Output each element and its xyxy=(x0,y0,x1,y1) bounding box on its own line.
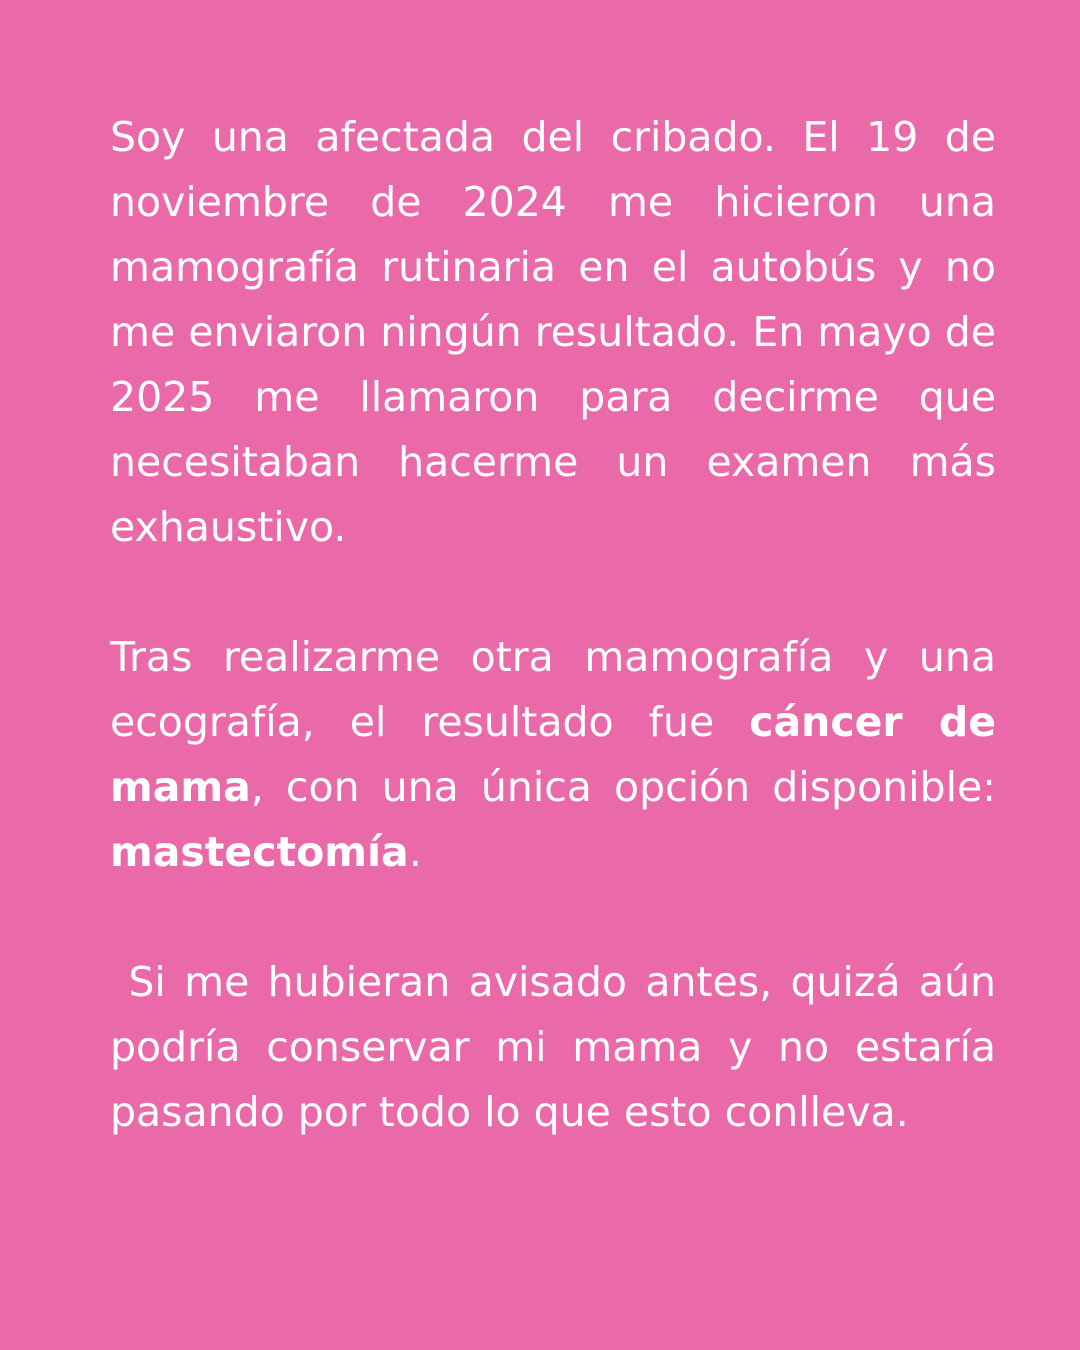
paragraph-reflection xyxy=(110,950,996,1145)
diagnosis-text-3: . xyxy=(408,828,422,876)
reflection-lead-space xyxy=(110,958,128,1006)
paragraph-screening-text: Soy una afectada del cribado. El 19 de noviembre de 2024 me hicieron una mamografía rutinaria en el autobús y no me enviaron ningún resultado. En mayo de 2025 me llamaron para decirme que necesitaban hacerme un examen más exhaustivo. xyxy=(110,113,996,551)
paragraph-spacer xyxy=(110,885,996,950)
reflection-text: Si me hubieran avisado antes, quizá aún podría conservar mi mama y no estaría pasando por todo lo que esto conlleva. xyxy=(110,958,996,1136)
story-text xyxy=(110,105,996,1145)
paragraph-diagnosis xyxy=(110,625,996,885)
diagnosis-highlight-mastectomy: mastectomía xyxy=(110,828,409,876)
paragraph-screening xyxy=(110,105,996,560)
diagnosis-text-2: , con una única opción disponible: xyxy=(250,763,996,811)
diagnosis-text-1: Tras realizarme otra mamografía y una ecografía, el resultado fue xyxy=(110,633,996,746)
paragraph-spacer xyxy=(110,560,996,625)
diagnosis-highlight-cancer: cáncer de mama xyxy=(110,698,996,811)
